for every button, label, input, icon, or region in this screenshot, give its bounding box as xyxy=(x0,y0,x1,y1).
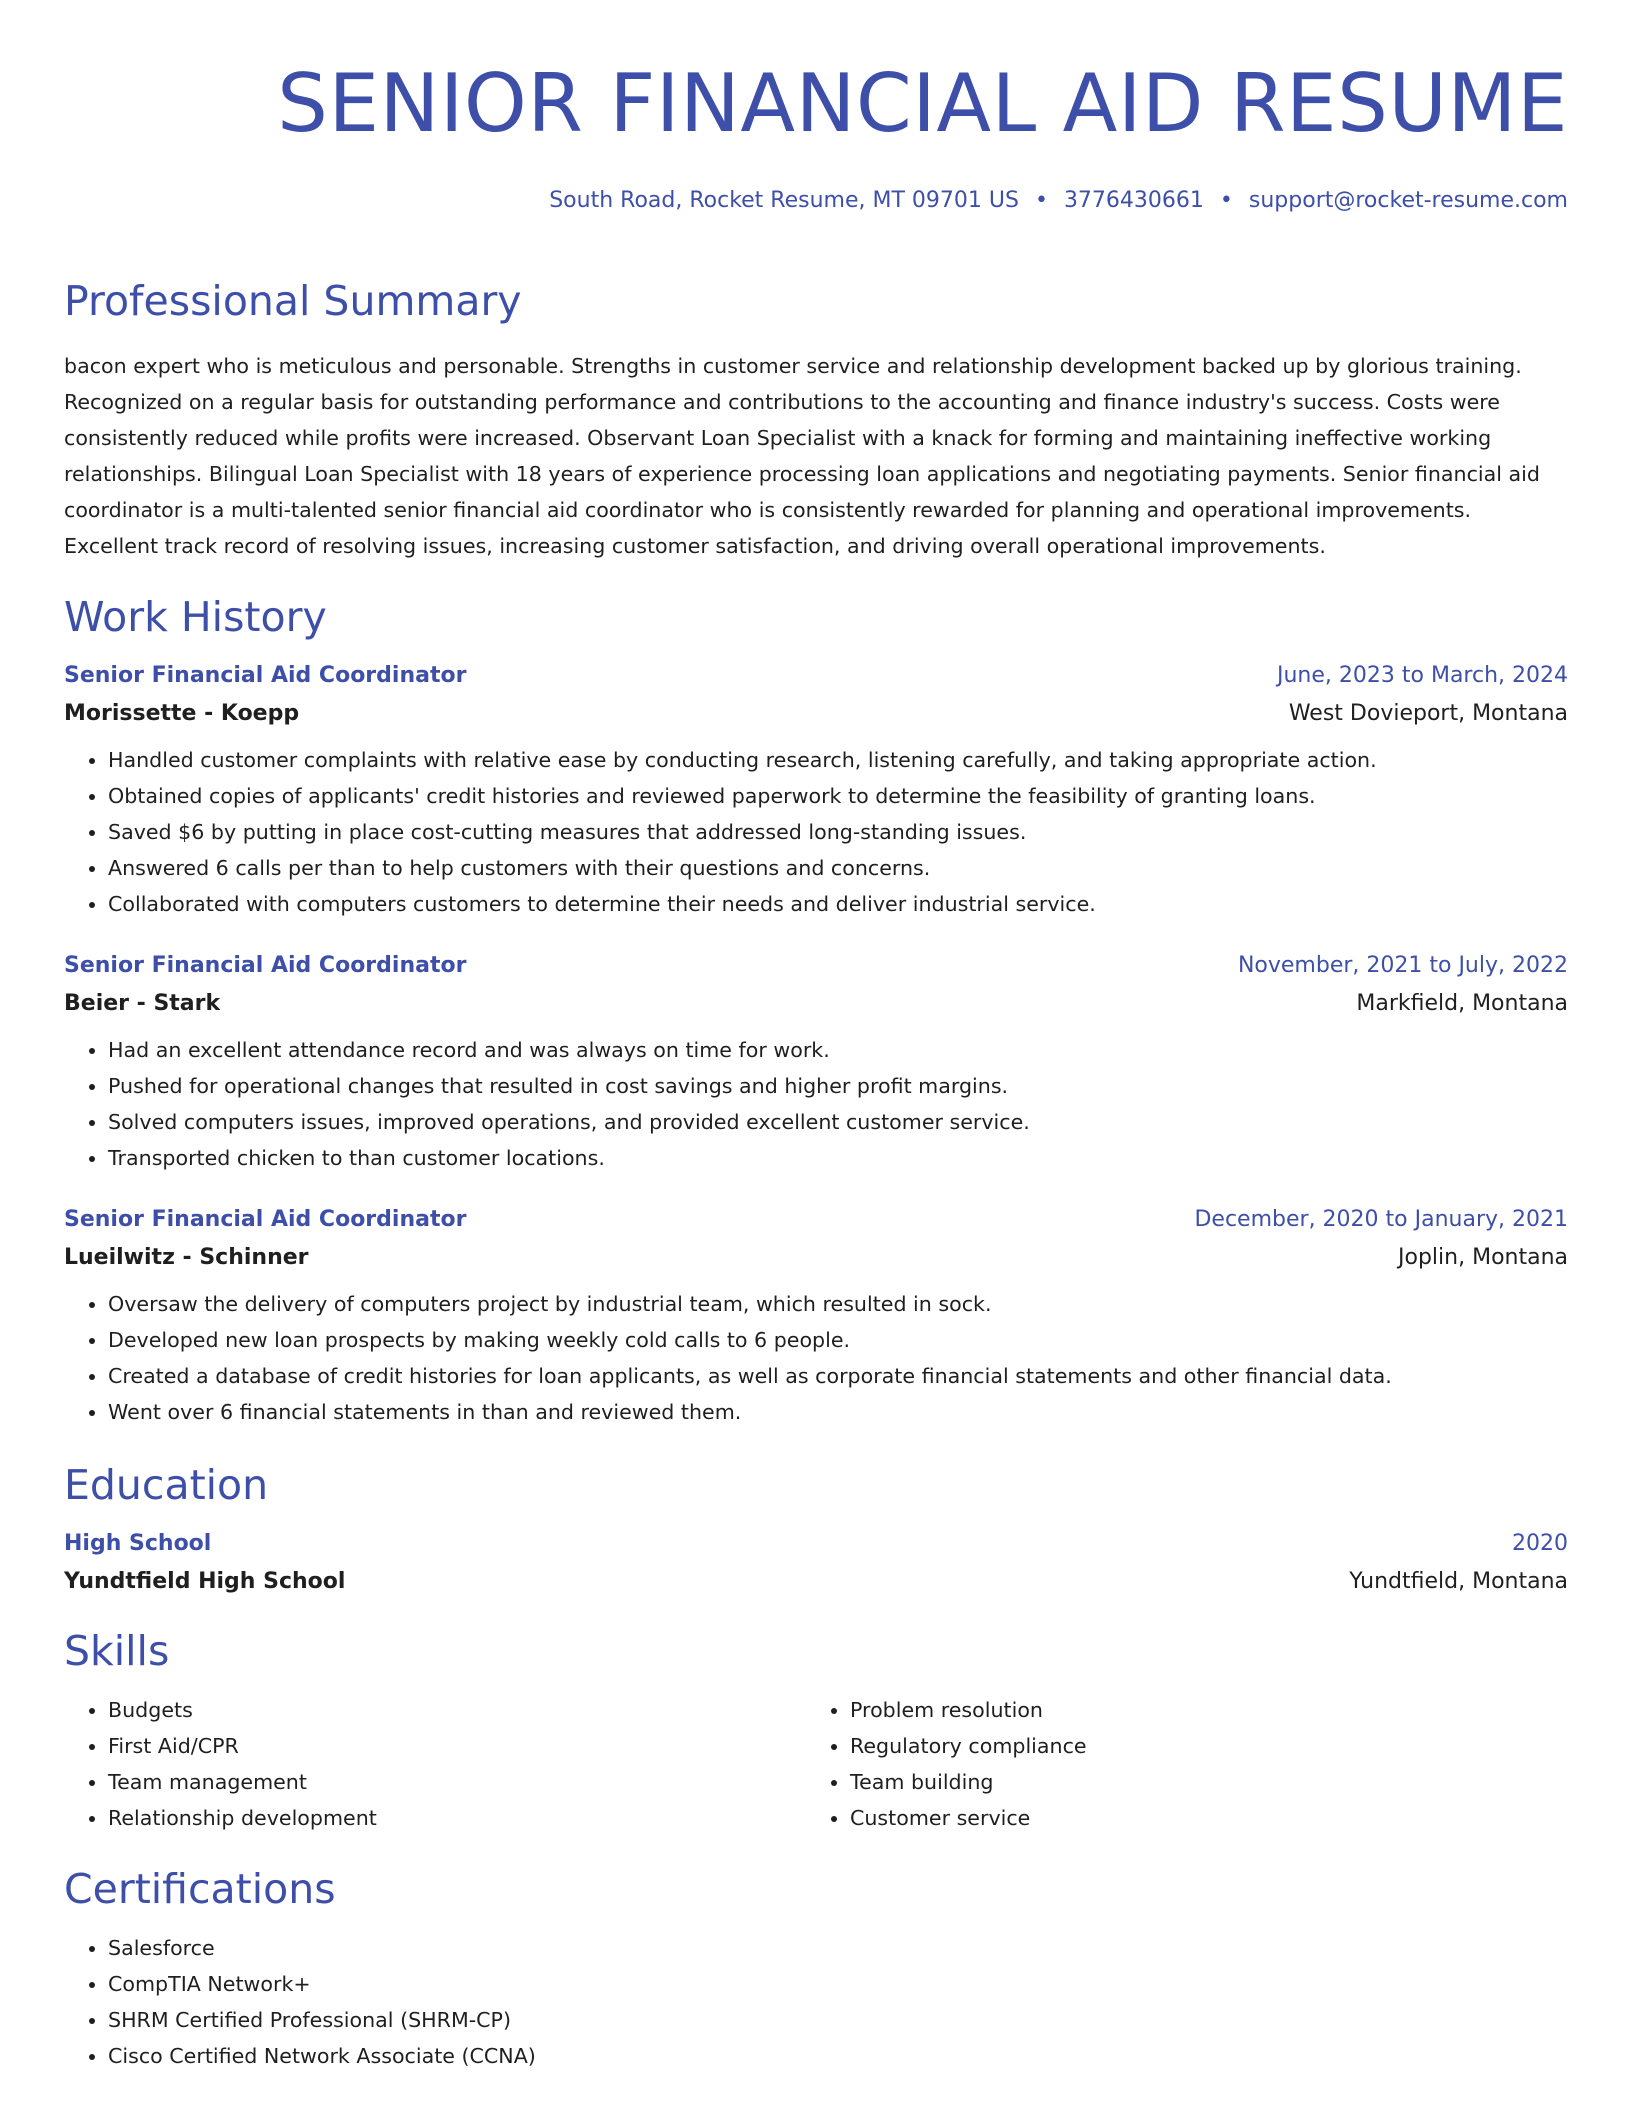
skill-item: • Budgets xyxy=(108,1692,806,1728)
summary-paragraph: bacon expert who is meticulous and personable. Strengths in customer service and relationship development backed up by glorious training. Recognized on a regular basis for outstanding performance and contributions to the accounting and finance industry's success. Costs were consistently reduced while profits were increased. Observant Loan Specialist with a knack for forming and maintaining ineffective working relationships. Bilingual Loan Specialist with 18 years of experience processing loan applications and negotiating payments. Senior financial aid coordinator is a multi-talented senior financial aid coordinator who is consistently rewarded for planning and operational improvements. Excellent track record of resolving issues, increasing customer satisfaction, and driving overall operational improvements. xyxy=(64,354,1540,558)
education-location: Yundtfield, Montana xyxy=(1349,1569,1568,1594)
job-dates: June, 2023 to March, 2024 xyxy=(1277,663,1568,688)
contact-separator: • xyxy=(1219,188,1233,213)
section-heading-summary: Professional Summary xyxy=(64,277,522,325)
certification-list xyxy=(64,1930,1568,2074)
education-year: 2020 xyxy=(1512,1531,1568,1556)
job-company: Morissette - Koepp xyxy=(64,701,300,726)
job-bullet: • Pushed for operational changes that resulted in cost savings and higher profit margins. xyxy=(108,1068,1568,1104)
skill-item: • Problem resolution xyxy=(850,1692,1548,1728)
job-dates: December, 2020 to January, 2021 xyxy=(1194,1207,1568,1232)
skill-item: • Customer service xyxy=(850,1800,1548,1836)
job-bullets xyxy=(64,1286,1568,1430)
job-role-row xyxy=(64,660,1568,692)
skill-item: • Team building xyxy=(850,1764,1548,1800)
job-entry xyxy=(64,660,1568,922)
job-company: Beier - Stark xyxy=(64,991,221,1016)
job-bullet: • Oversaw the delivery of computers project by industrial team, which resulted in sock. xyxy=(108,1286,1568,1322)
job-company-row xyxy=(64,1242,1568,1274)
skill-item: • Regulatory compliance xyxy=(850,1728,1548,1764)
contact-email: support@rocket-resume.com xyxy=(1248,188,1568,213)
job-bullet: • Developed new loan prospects by making weekly cold calls to 6 people. xyxy=(108,1322,1568,1358)
job-location: Markfield, Montana xyxy=(1356,991,1568,1016)
skill-item: • First Aid/CPR xyxy=(108,1728,806,1764)
education-entry xyxy=(64,1528,1568,1598)
section-heading-education: Education xyxy=(64,1461,269,1509)
skills-column-right xyxy=(806,1692,1548,1836)
job-role-row xyxy=(64,1204,1568,1236)
education-degree-row xyxy=(64,1528,1568,1560)
education-degree: High School xyxy=(64,1531,212,1556)
skill-item: • Relationship development xyxy=(108,1800,806,1836)
job-bullet: • Went over 6 financial statements in than and reviewed them. xyxy=(108,1394,1568,1430)
section-heading-work-history: Work History xyxy=(64,593,327,641)
job-location: West Dovieport, Montana xyxy=(1288,701,1568,726)
resume-title: SENIOR FINANCIAL AID RESUME xyxy=(277,57,1568,150)
job-bullet: • Collaborated with computers customers to determine their needs and deliver industrial service. xyxy=(108,886,1568,922)
education-school: Yundtfield High School xyxy=(64,1569,346,1594)
section-heading-skills: Skills xyxy=(64,1627,170,1675)
job-entry xyxy=(64,1204,1568,1430)
job-bullet: • Obtained copies of applicants' credit histories and reviewed paperwork to determine the feasibility of granting loans. xyxy=(108,778,1568,814)
job-company-row xyxy=(64,988,1568,1020)
job-role: Senior Financial Aid Coordinator xyxy=(64,953,467,978)
job-dates: November, 2021 to July, 2022 xyxy=(1237,953,1568,978)
job-bullet: • Transported chicken to than customer locations. xyxy=(108,1140,1568,1176)
job-bullet: • Created a database of credit histories for loan applicants, as well as corporate financial statements and other financial data. xyxy=(108,1358,1568,1394)
job-bullet: • Solved computers issues, improved operations, and provided excellent customer service. xyxy=(108,1104,1568,1140)
education-school-row xyxy=(64,1566,1568,1598)
contact-phone: 3776430661 xyxy=(1063,188,1204,213)
job-role: Senior Financial Aid Coordinator xyxy=(64,1207,467,1232)
job-bullet: • Had an excellent attendance record and was always on time for work. xyxy=(108,1032,1568,1068)
section-heading-certifications: Certifications xyxy=(64,1865,336,1913)
job-location: Joplin, Montana xyxy=(1398,1245,1568,1270)
job-bullet: • Answered 6 calls per than to help customers with their questions and concerns. xyxy=(108,850,1568,886)
job-role: Senior Financial Aid Coordinator xyxy=(64,663,467,688)
resume-page xyxy=(64,0,1568,2074)
job-role-row xyxy=(64,950,1568,982)
contact-address: South Road, Rocket Resume, MT 09701 US xyxy=(549,188,1019,213)
certification-item: • SHRM Certified Professional (SHRM-CP) xyxy=(108,2002,1568,2038)
job-entry xyxy=(64,950,1568,1176)
job-company-row xyxy=(64,698,1568,730)
contact-line xyxy=(64,186,1568,216)
job-bullets xyxy=(64,742,1568,922)
certification-item: • Salesforce xyxy=(108,1930,1568,1966)
certification-item: • Cisco Certified Network Associate (CCNA) xyxy=(108,2038,1568,2074)
skills-column-left xyxy=(64,1692,806,1836)
job-bullets xyxy=(64,1032,1568,1176)
skills-grid xyxy=(64,1692,1568,1836)
skill-item: • Team management xyxy=(108,1764,806,1800)
contact-separator: • xyxy=(1034,188,1048,213)
job-company: Lueilwitz - Schinner xyxy=(64,1245,309,1270)
job-bullet: • Saved $6 by putting in place cost-cutting measures that addressed long-standing issues. xyxy=(108,814,1568,850)
certification-item: • CompTIA Network+ xyxy=(108,1966,1568,2002)
job-bullet: • Handled customer complaints with relative ease by conducting research, listening carefully, and taking appropriate action. xyxy=(108,742,1568,778)
